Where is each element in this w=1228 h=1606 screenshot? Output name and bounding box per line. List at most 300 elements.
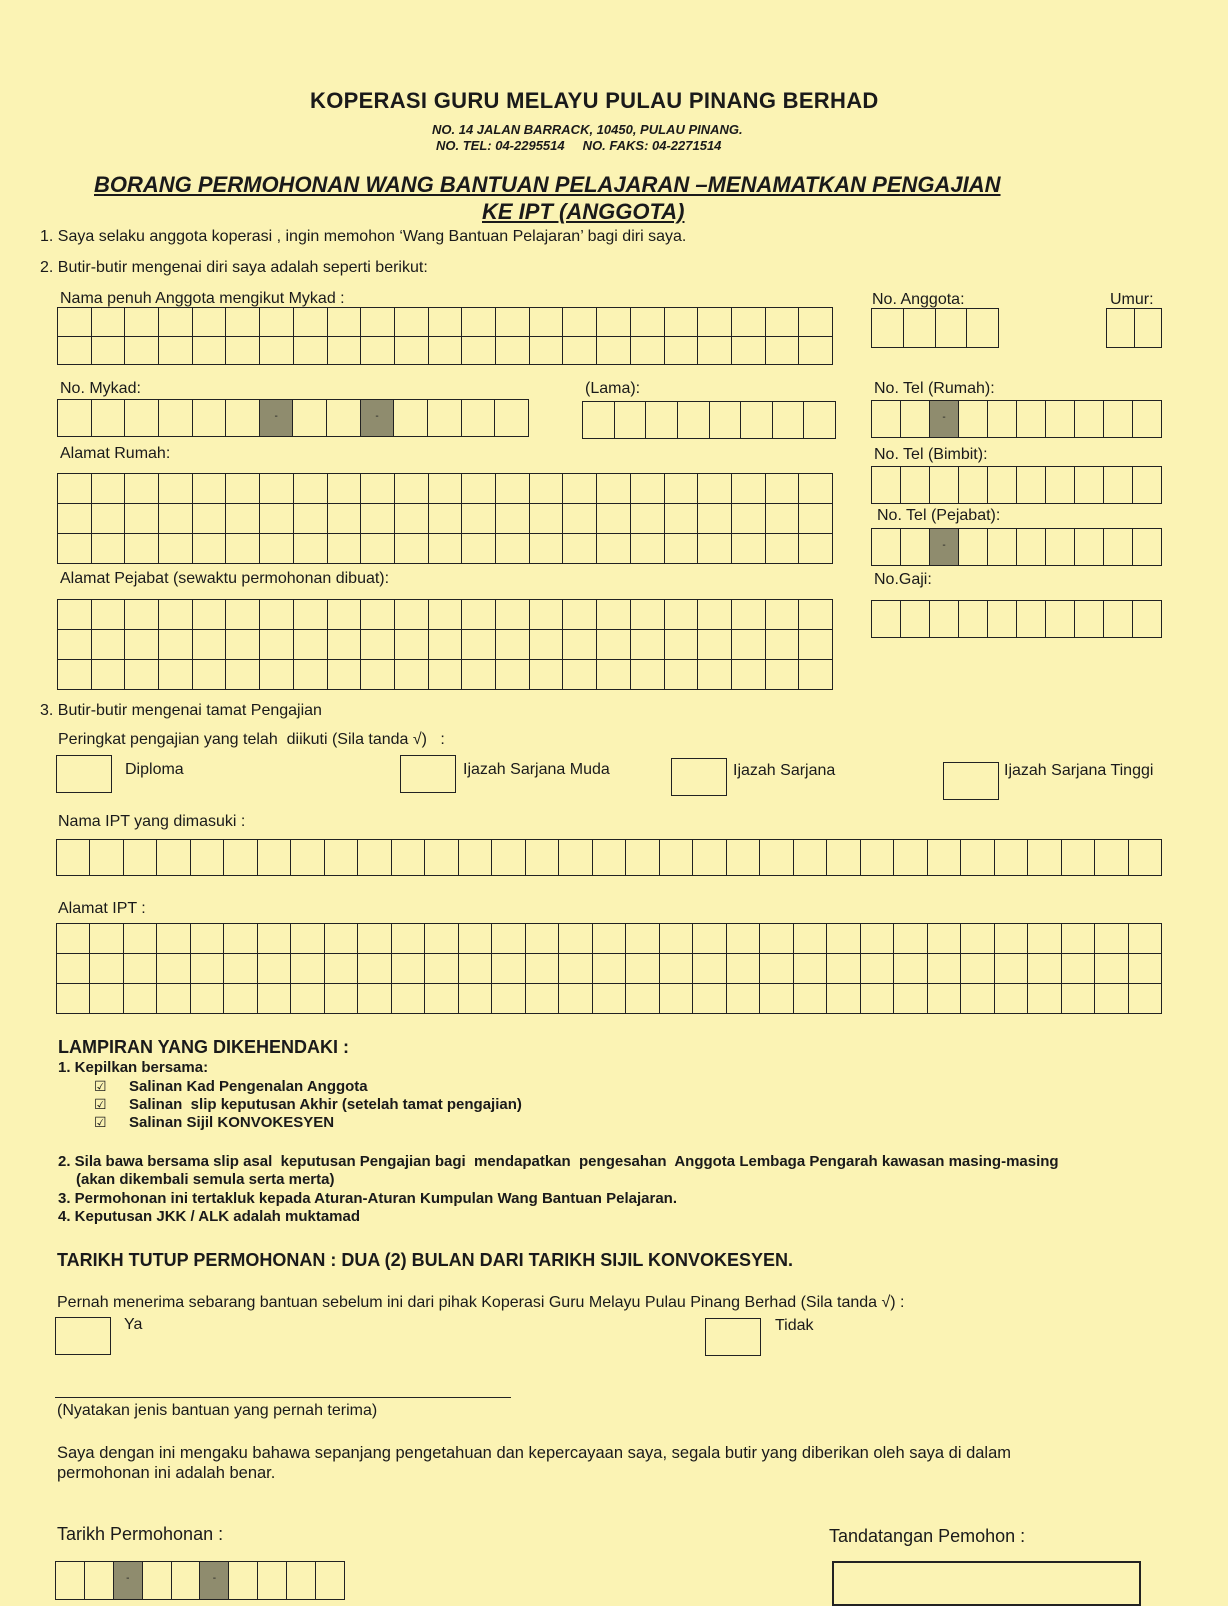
grid-cell[interactable] <box>395 474 429 504</box>
grid-cell[interactable] <box>928 954 961 984</box>
grid-cell[interactable] <box>260 630 294 660</box>
office-address-grid[interactable] <box>57 599 833 690</box>
grid-cell[interactable] <box>760 924 793 954</box>
grid-cell[interactable] <box>358 924 391 954</box>
grid-cell[interactable] <box>325 840 358 876</box>
grid-cell[interactable] <box>760 984 793 1014</box>
grid-cell[interactable] <box>459 984 492 1014</box>
grid-cell[interactable] <box>1104 601 1133 638</box>
grid-cell[interactable] <box>172 1562 201 1600</box>
grid-cell[interactable] <box>92 474 126 504</box>
grid-cell[interactable] <box>258 840 291 876</box>
grid-cell[interactable] <box>693 924 726 954</box>
grid-cell[interactable] <box>626 924 659 954</box>
office-tel-grid[interactable] <box>871 528 1162 566</box>
grid-cell[interactable] <box>1028 984 1061 1014</box>
grid-cell[interactable] <box>901 467 930 504</box>
grid-cell[interactable] <box>459 840 492 876</box>
grid-cell[interactable] <box>157 840 190 876</box>
grid-cell[interactable] <box>732 474 766 504</box>
grid-cell[interactable] <box>193 308 227 337</box>
grid-cell[interactable] <box>1104 529 1133 566</box>
grid-cell[interactable] <box>773 402 805 439</box>
grid-cell[interactable] <box>563 337 597 366</box>
grid-cell[interactable] <box>597 630 631 660</box>
grid-cell[interactable] <box>258 924 291 954</box>
grid-cell[interactable] <box>988 601 1017 638</box>
grid-cell[interactable] <box>325 984 358 1014</box>
grid-cell[interactable] <box>294 337 328 366</box>
grid-cell[interactable] <box>961 840 994 876</box>
grid-cell[interactable] <box>799 630 833 660</box>
grid-cell[interactable] <box>660 924 693 954</box>
grid-cell[interactable] <box>530 504 564 534</box>
grid-cell[interactable] <box>794 924 827 954</box>
grid-cell[interactable] <box>92 630 126 660</box>
grid-cell[interactable] <box>361 474 395 504</box>
grid-cell[interactable] <box>92 504 126 534</box>
grid-cell[interactable] <box>294 660 328 690</box>
grid-cell[interactable] <box>967 309 999 348</box>
grid-cell[interactable] <box>678 402 710 439</box>
grid-cell[interactable] <box>861 840 894 876</box>
grid-cell[interactable] <box>58 600 92 630</box>
grid-cell[interactable] <box>159 600 193 630</box>
grid-cell[interactable] <box>872 601 901 638</box>
grid-cell[interactable] <box>462 400 496 437</box>
grid-cell[interactable] <box>429 534 463 564</box>
grid-cell[interactable] <box>1129 954 1162 984</box>
grid-cell[interactable] <box>1046 401 1075 438</box>
grid-cell[interactable] <box>1129 924 1162 954</box>
grid-cell[interactable] <box>395 660 429 690</box>
grid-cell[interactable] <box>395 337 429 366</box>
grid-cell[interactable] <box>57 840 90 876</box>
mykad-grid[interactable] <box>57 399 529 437</box>
grid-cell[interactable] <box>462 600 496 630</box>
grid-cell[interactable] <box>191 954 224 984</box>
grid-cell[interactable] <box>530 600 564 630</box>
grid-cell[interactable] <box>597 534 631 564</box>
grid-cell[interactable] <box>1028 924 1061 954</box>
grid-cell[interactable] <box>462 337 496 366</box>
grid-cell[interactable] <box>1062 840 1095 876</box>
grid-cell[interactable] <box>710 402 742 439</box>
grid-cell[interactable] <box>526 954 559 984</box>
grid-cell[interactable] <box>193 400 227 437</box>
grid-cell[interactable] <box>804 402 836 439</box>
grid-cell[interactable] <box>143 1562 172 1600</box>
grid-cell[interactable] <box>727 924 760 954</box>
grid-cell[interactable] <box>226 660 260 690</box>
grid-cell[interactable] <box>58 534 92 564</box>
grid-cell[interactable] <box>260 534 294 564</box>
grid-cell[interactable] <box>660 840 693 876</box>
grid-cell[interactable] <box>1075 401 1104 438</box>
grid-cell[interactable] <box>92 308 126 337</box>
grid-cell[interactable] <box>741 402 773 439</box>
grid-cell[interactable] <box>530 660 564 690</box>
grid-cell[interactable] <box>597 600 631 630</box>
grid-cell[interactable] <box>496 337 530 366</box>
grid-cell[interactable] <box>1075 529 1104 566</box>
grid-cell[interactable] <box>1133 467 1162 504</box>
grid-cell[interactable] <box>294 630 328 660</box>
grid-cell[interactable] <box>930 467 959 504</box>
grid-cell[interactable] <box>1095 954 1128 984</box>
grid-cell[interactable] <box>496 600 530 630</box>
grid-cell[interactable] <box>258 1562 287 1600</box>
grid-cell[interactable] <box>226 337 260 366</box>
grid-cell[interactable] <box>631 504 665 534</box>
home-tel-grid[interactable] <box>871 400 1162 438</box>
grid-cell[interactable] <box>328 660 362 690</box>
grid-cell[interactable] <box>361 600 395 630</box>
grid-cell[interactable] <box>626 984 659 1014</box>
grid-cell[interactable] <box>328 504 362 534</box>
grid-cell[interactable] <box>1104 467 1133 504</box>
grid-cell[interactable] <box>462 534 496 564</box>
grid-cell[interactable] <box>988 529 1017 566</box>
grid-cell[interactable] <box>1129 984 1162 1014</box>
grid-cell[interactable] <box>159 534 193 564</box>
grid-cell[interactable] <box>294 308 328 337</box>
grid-cell[interactable] <box>559 924 592 954</box>
diploma-checkbox[interactable] <box>56 755 112 793</box>
grid-cell[interactable] <box>125 474 159 504</box>
grid-cell[interactable] <box>1028 840 1061 876</box>
grid-cell[interactable] <box>429 660 463 690</box>
grid-cell[interactable] <box>665 600 699 630</box>
grid-cell[interactable] <box>732 534 766 564</box>
grid-cell[interactable] <box>530 308 564 337</box>
grid-cell[interactable] <box>936 309 968 348</box>
grid-cell[interactable] <box>961 924 994 954</box>
grid-cell[interactable] <box>90 924 123 954</box>
grid-cell[interactable] <box>901 601 930 638</box>
grid-cell[interactable] <box>827 954 860 984</box>
grid-cell[interactable] <box>496 504 530 534</box>
grid-cell[interactable] <box>159 474 193 504</box>
grid-cell[interactable] <box>90 840 123 876</box>
grid-cell[interactable] <box>57 984 90 1014</box>
grid-cell[interactable] <box>159 660 193 690</box>
grid-cell[interactable] <box>1017 467 1046 504</box>
grid-cell[interactable] <box>429 600 463 630</box>
grid-cell[interactable] <box>626 954 659 984</box>
grid-cell[interactable] <box>894 984 927 1014</box>
grid-cell[interactable] <box>698 630 732 660</box>
grid-cell[interactable] <box>530 534 564 564</box>
salary-no-grid[interactable] <box>871 600 1162 638</box>
grid-cell[interactable] <box>1133 529 1162 566</box>
grid-cell[interactable] <box>496 630 530 660</box>
grid-cell[interactable] <box>157 984 190 1014</box>
grid-cell[interactable] <box>462 630 496 660</box>
grid-cell[interactable] <box>593 984 626 1014</box>
grid-cell[interactable] <box>995 840 1028 876</box>
grid-cell[interactable] <box>492 924 525 954</box>
grid-cell[interactable] <box>894 954 927 984</box>
grid-cell[interactable] <box>358 954 391 984</box>
grid-cell[interactable] <box>894 924 927 954</box>
grid-cell[interactable] <box>872 401 901 438</box>
grid-cell[interactable] <box>861 924 894 954</box>
grid-cell[interactable] <box>191 984 224 1014</box>
prior-aid-no-checkbox[interactable] <box>705 1318 761 1356</box>
grid-cell[interactable] <box>563 660 597 690</box>
grid-cell[interactable] <box>693 984 726 1014</box>
signature-box[interactable] <box>832 1561 1141 1606</box>
grid-cell[interactable] <box>57 924 90 954</box>
grid-cell[interactable] <box>124 840 157 876</box>
grid-cell[interactable] <box>988 401 1017 438</box>
grid-cell[interactable] <box>930 529 959 566</box>
grid-cell[interactable] <box>631 630 665 660</box>
grid-cell[interactable] <box>361 308 395 337</box>
grid-cell[interactable] <box>425 984 458 1014</box>
grid-cell[interactable] <box>92 660 126 690</box>
grid-cell[interactable] <box>861 954 894 984</box>
grid-cell[interactable] <box>191 924 224 954</box>
grid-cell[interactable] <box>1075 467 1104 504</box>
grid-cell[interactable] <box>58 400 92 437</box>
grid-cell[interactable] <box>1095 840 1128 876</box>
grid-cell[interactable] <box>646 402 678 439</box>
grid-cell[interactable] <box>325 954 358 984</box>
ipt-address-grid[interactable] <box>56 923 1162 1014</box>
grid-cell[interactable] <box>392 954 425 984</box>
grid-cell[interactable] <box>799 308 833 337</box>
grid-cell[interactable] <box>827 984 860 1014</box>
grid-cell[interactable] <box>459 954 492 984</box>
grid-cell[interactable] <box>988 467 1017 504</box>
grid-cell[interactable] <box>732 630 766 660</box>
grid-cell[interactable] <box>358 984 391 1014</box>
grid-cell[interactable] <box>361 337 395 366</box>
grid-cell[interactable] <box>200 1562 229 1600</box>
grid-cell[interactable] <box>291 840 324 876</box>
grid-cell[interactable] <box>995 924 1028 954</box>
grid-cell[interactable] <box>593 954 626 984</box>
grid-cell[interactable] <box>959 401 988 438</box>
grid-cell[interactable] <box>294 534 328 564</box>
grid-cell[interactable] <box>496 308 530 337</box>
application-date-grid[interactable] <box>55 1561 345 1600</box>
grid-cell[interactable] <box>794 954 827 984</box>
grid-cell[interactable] <box>193 337 227 366</box>
grid-cell[interactable] <box>930 601 959 638</box>
grid-cell[interactable] <box>631 534 665 564</box>
grid-cell[interactable] <box>293 400 327 437</box>
grid-cell[interactable] <box>660 984 693 1014</box>
grid-cell[interactable] <box>530 337 564 366</box>
grid-cell[interactable] <box>665 474 699 504</box>
grid-cell[interactable] <box>395 600 429 630</box>
grid-cell[interactable] <box>92 534 126 564</box>
grid-cell[interactable] <box>224 924 257 954</box>
grid-cell[interactable] <box>1135 309 1163 348</box>
grid-cell[interactable] <box>563 600 597 630</box>
grid-cell[interactable] <box>125 630 159 660</box>
grid-cell[interactable] <box>92 337 126 366</box>
grid-cell[interactable] <box>425 954 458 984</box>
grid-cell[interactable] <box>1028 954 1061 984</box>
grid-cell[interactable] <box>462 308 496 337</box>
grid-cell[interactable] <box>698 504 732 534</box>
grid-cell[interactable] <box>157 954 190 984</box>
grid-cell[interactable] <box>58 660 92 690</box>
grid-cell[interactable] <box>698 474 732 504</box>
grid-cell[interactable] <box>85 1562 114 1600</box>
grid-cell[interactable] <box>799 337 833 366</box>
grid-cell[interactable] <box>159 308 193 337</box>
grid-cell[interactable] <box>124 924 157 954</box>
grid-cell[interactable] <box>125 308 159 337</box>
grid-cell[interactable] <box>1133 401 1162 438</box>
grid-cell[interactable] <box>57 954 90 984</box>
grid-cell[interactable] <box>328 337 362 366</box>
grid-cell[interactable] <box>125 534 159 564</box>
grid-cell[interactable] <box>693 840 726 876</box>
grid-cell[interactable] <box>1046 601 1075 638</box>
grid-cell[interactable] <box>428 400 462 437</box>
grid-cell[interactable] <box>930 401 959 438</box>
grid-cell[interactable] <box>526 984 559 1014</box>
grid-cell[interactable] <box>526 840 559 876</box>
grid-cell[interactable] <box>732 600 766 630</box>
grid-cell[interactable] <box>959 529 988 566</box>
grid-cell[interactable] <box>732 308 766 337</box>
grid-cell[interactable] <box>260 337 294 366</box>
grid-cell[interactable] <box>124 984 157 1014</box>
grid-cell[interactable] <box>799 660 833 690</box>
grid-cell[interactable] <box>229 1562 258 1600</box>
grid-cell[interactable] <box>1017 601 1046 638</box>
grid-cell[interactable] <box>928 924 961 954</box>
grid-cell[interactable] <box>928 984 961 1014</box>
grid-cell[interactable] <box>260 504 294 534</box>
grid-cell[interactable] <box>872 467 901 504</box>
grid-cell[interactable] <box>124 954 157 984</box>
grid-cell[interactable] <box>193 600 227 630</box>
grid-cell[interactable] <box>727 840 760 876</box>
grid-cell[interactable] <box>660 954 693 984</box>
master-degree-checkbox[interactable] <box>671 758 727 796</box>
grid-cell[interactable] <box>429 504 463 534</box>
grid-cell[interactable] <box>1017 529 1046 566</box>
grid-cell[interactable] <box>766 660 800 690</box>
grid-cell[interactable] <box>92 600 126 630</box>
grid-cell[interactable] <box>125 504 159 534</box>
grid-cell[interactable] <box>583 402 615 439</box>
grid-cell[interactable] <box>496 534 530 564</box>
grid-cell[interactable] <box>58 474 92 504</box>
grid-cell[interactable] <box>157 924 190 954</box>
grid-cell[interactable] <box>58 630 92 660</box>
grid-cell[interactable] <box>224 954 257 984</box>
grid-cell[interactable] <box>799 474 833 504</box>
grid-cell[interactable] <box>827 924 860 954</box>
grid-cell[interactable] <box>1107 309 1135 348</box>
grid-cell[interactable] <box>328 308 362 337</box>
grid-cell[interactable] <box>193 534 227 564</box>
grid-cell[interactable] <box>959 601 988 638</box>
grid-cell[interactable] <box>631 660 665 690</box>
grid-cell[interactable] <box>799 504 833 534</box>
grid-cell[interactable] <box>260 400 294 437</box>
grid-cell[interactable] <box>766 630 800 660</box>
grid-cell[interactable] <box>631 600 665 630</box>
grid-cell[interactable] <box>125 600 159 630</box>
grid-cell[interactable] <box>325 924 358 954</box>
grid-cell[interactable] <box>125 400 159 437</box>
age-grid[interactable] <box>1106 308 1162 348</box>
grid-cell[interactable] <box>799 534 833 564</box>
grid-cell[interactable] <box>58 337 92 366</box>
grid-cell[interactable] <box>794 984 827 1014</box>
grid-cell[interactable] <box>732 660 766 690</box>
grid-cell[interactable] <box>159 400 193 437</box>
grid-cell[interactable] <box>563 630 597 660</box>
grid-cell[interactable] <box>429 337 463 366</box>
grid-cell[interactable] <box>392 840 425 876</box>
higher-degree-checkbox[interactable] <box>943 762 999 800</box>
grid-cell[interactable] <box>563 308 597 337</box>
grid-cell[interactable] <box>732 337 766 366</box>
grid-cell[interactable] <box>258 954 291 984</box>
prior-aid-specify-line[interactable] <box>55 1397 511 1398</box>
grid-cell[interactable] <box>597 308 631 337</box>
grid-cell[interactable] <box>631 337 665 366</box>
grid-cell[interactable] <box>361 400 395 437</box>
grid-cell[interactable] <box>429 474 463 504</box>
grid-cell[interactable] <box>294 474 328 504</box>
grid-cell[interactable] <box>794 840 827 876</box>
grid-cell[interactable] <box>766 308 800 337</box>
grid-cell[interactable] <box>226 534 260 564</box>
grid-cell[interactable] <box>530 630 564 660</box>
grid-cell[interactable] <box>395 504 429 534</box>
grid-cell[interactable] <box>361 660 395 690</box>
grid-cell[interactable] <box>462 474 496 504</box>
grid-cell[interactable] <box>58 308 92 337</box>
grid-cell[interactable] <box>928 840 961 876</box>
grid-cell[interactable] <box>287 1562 316 1600</box>
grid-cell[interactable] <box>665 534 699 564</box>
grid-cell[interactable] <box>294 504 328 534</box>
grid-cell[interactable] <box>358 840 391 876</box>
grid-cell[interactable] <box>698 660 732 690</box>
grid-cell[interactable] <box>1046 467 1075 504</box>
grid-cell[interactable] <box>258 984 291 1014</box>
grid-cell[interactable] <box>1062 924 1095 954</box>
grid-cell[interactable] <box>159 504 193 534</box>
grid-cell[interactable] <box>698 308 732 337</box>
grid-cell[interactable] <box>361 630 395 660</box>
grid-cell[interactable] <box>1062 954 1095 984</box>
grid-cell[interactable] <box>328 600 362 630</box>
grid-cell[interactable] <box>597 504 631 534</box>
grid-cell[interactable] <box>563 534 597 564</box>
grid-cell[interactable] <box>328 630 362 660</box>
grid-cell[interactable] <box>459 924 492 954</box>
grid-cell[interactable] <box>904 309 936 348</box>
grid-cell[interactable] <box>698 534 732 564</box>
grid-cell[interactable] <box>226 308 260 337</box>
grid-cell[interactable] <box>766 474 800 504</box>
grid-cell[interactable] <box>328 534 362 564</box>
